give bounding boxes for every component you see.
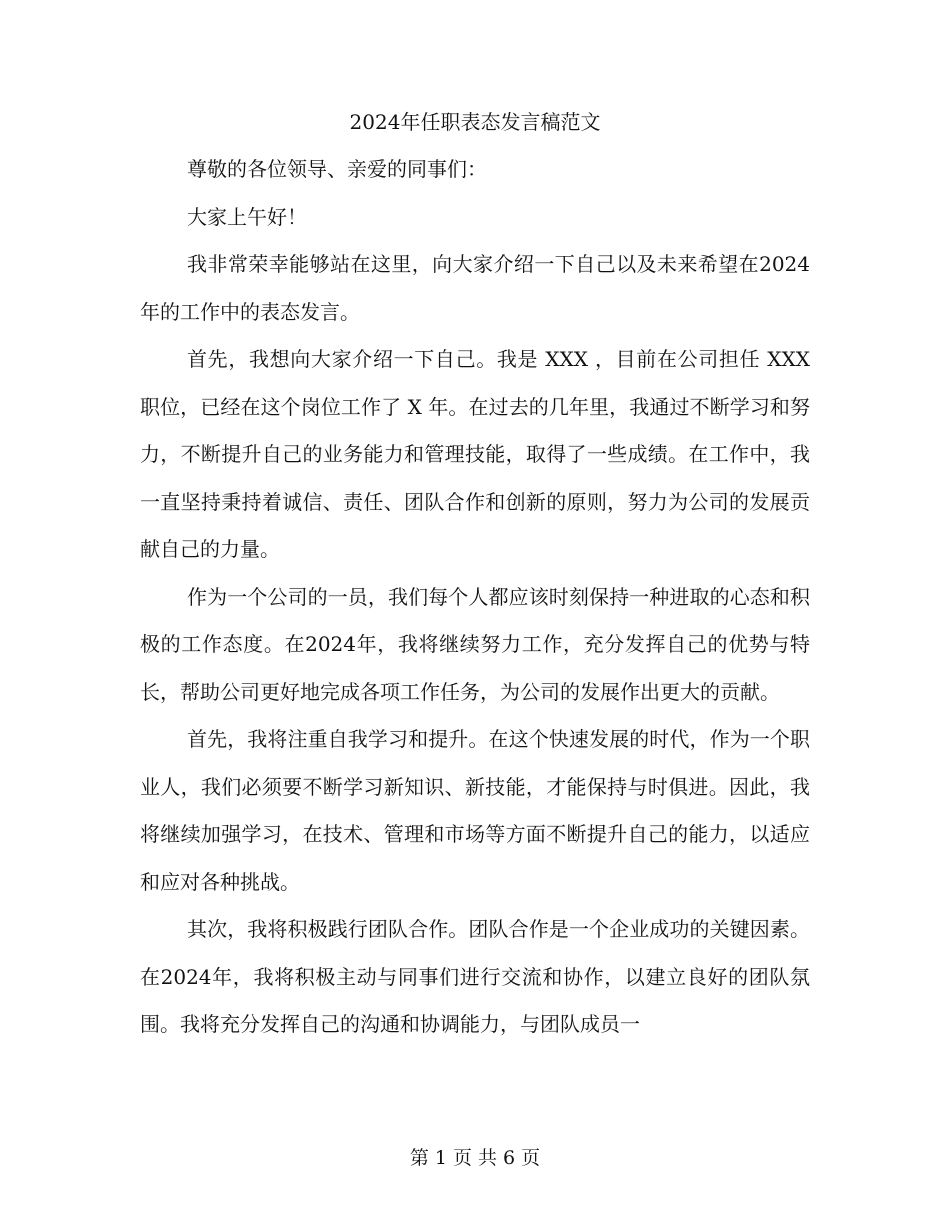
document-title: 2024年任职表态发言稿范文 [349,110,601,134]
document-body [140,100,810,1049]
paragraph-learning: 首先，我将注重自我学习和提升。在这个快速发展的时代，作为一个职业人，我们必须要不断学习新知识、新技能，才能保持与时俱进。因此，我将继续加强学习，在技术、管理和市场等方面不断提升自己的能力，以适应和应对各种挑战。 [140,727,810,894]
paragraph-self-introduction: 首先，我想向大家介绍一下自己。我是 XXX ，目前在公司担任 XXX 职位，已经在这个岗位工作了 X 年。在过去的几年里，我通过不断学习和努力，不断提升自己的业务能力和管理技能，取得了一些成绩。在工作中，我一直坚持秉持着诚信、责任、团队合作和创新的原则，努力为公司的发展贡献自己的力量。 [140,347,810,561]
paragraph-teamwork: 其次，我将积极践行团队合作。团队合作是一个企业成功的关键因素。在2024年，我将积极主动与同事们进行交流和协作，以建立良好的团队氛围。我将充分发挥自己的沟通和协调能力，与团队成员一 [140,917,810,1036]
paragraph-salutation: 尊敬的各位领导、亲爱的同事们： [187,157,487,181]
paragraph-attitude: 作为一个公司的一员，我们每个人都应该时刻保持一种进取的心态和积极的工作态度。在2024年，我将继续努力工作，充分发挥自己的优势与特长，帮助公司更好地完成各项工作任务，为公司的发展作出更大的贡献。 [140,584,810,704]
paragraph-greeting: 大家上午好！ [187,204,307,229]
paragraph-intro: 我非常荣幸能够站在这里，向大家介绍一下自己以及未来希望在2024年的工作中的表态发言。 [140,252,810,324]
page-number-footer: 第 1 页 共 6 页 [409,1147,541,1169]
